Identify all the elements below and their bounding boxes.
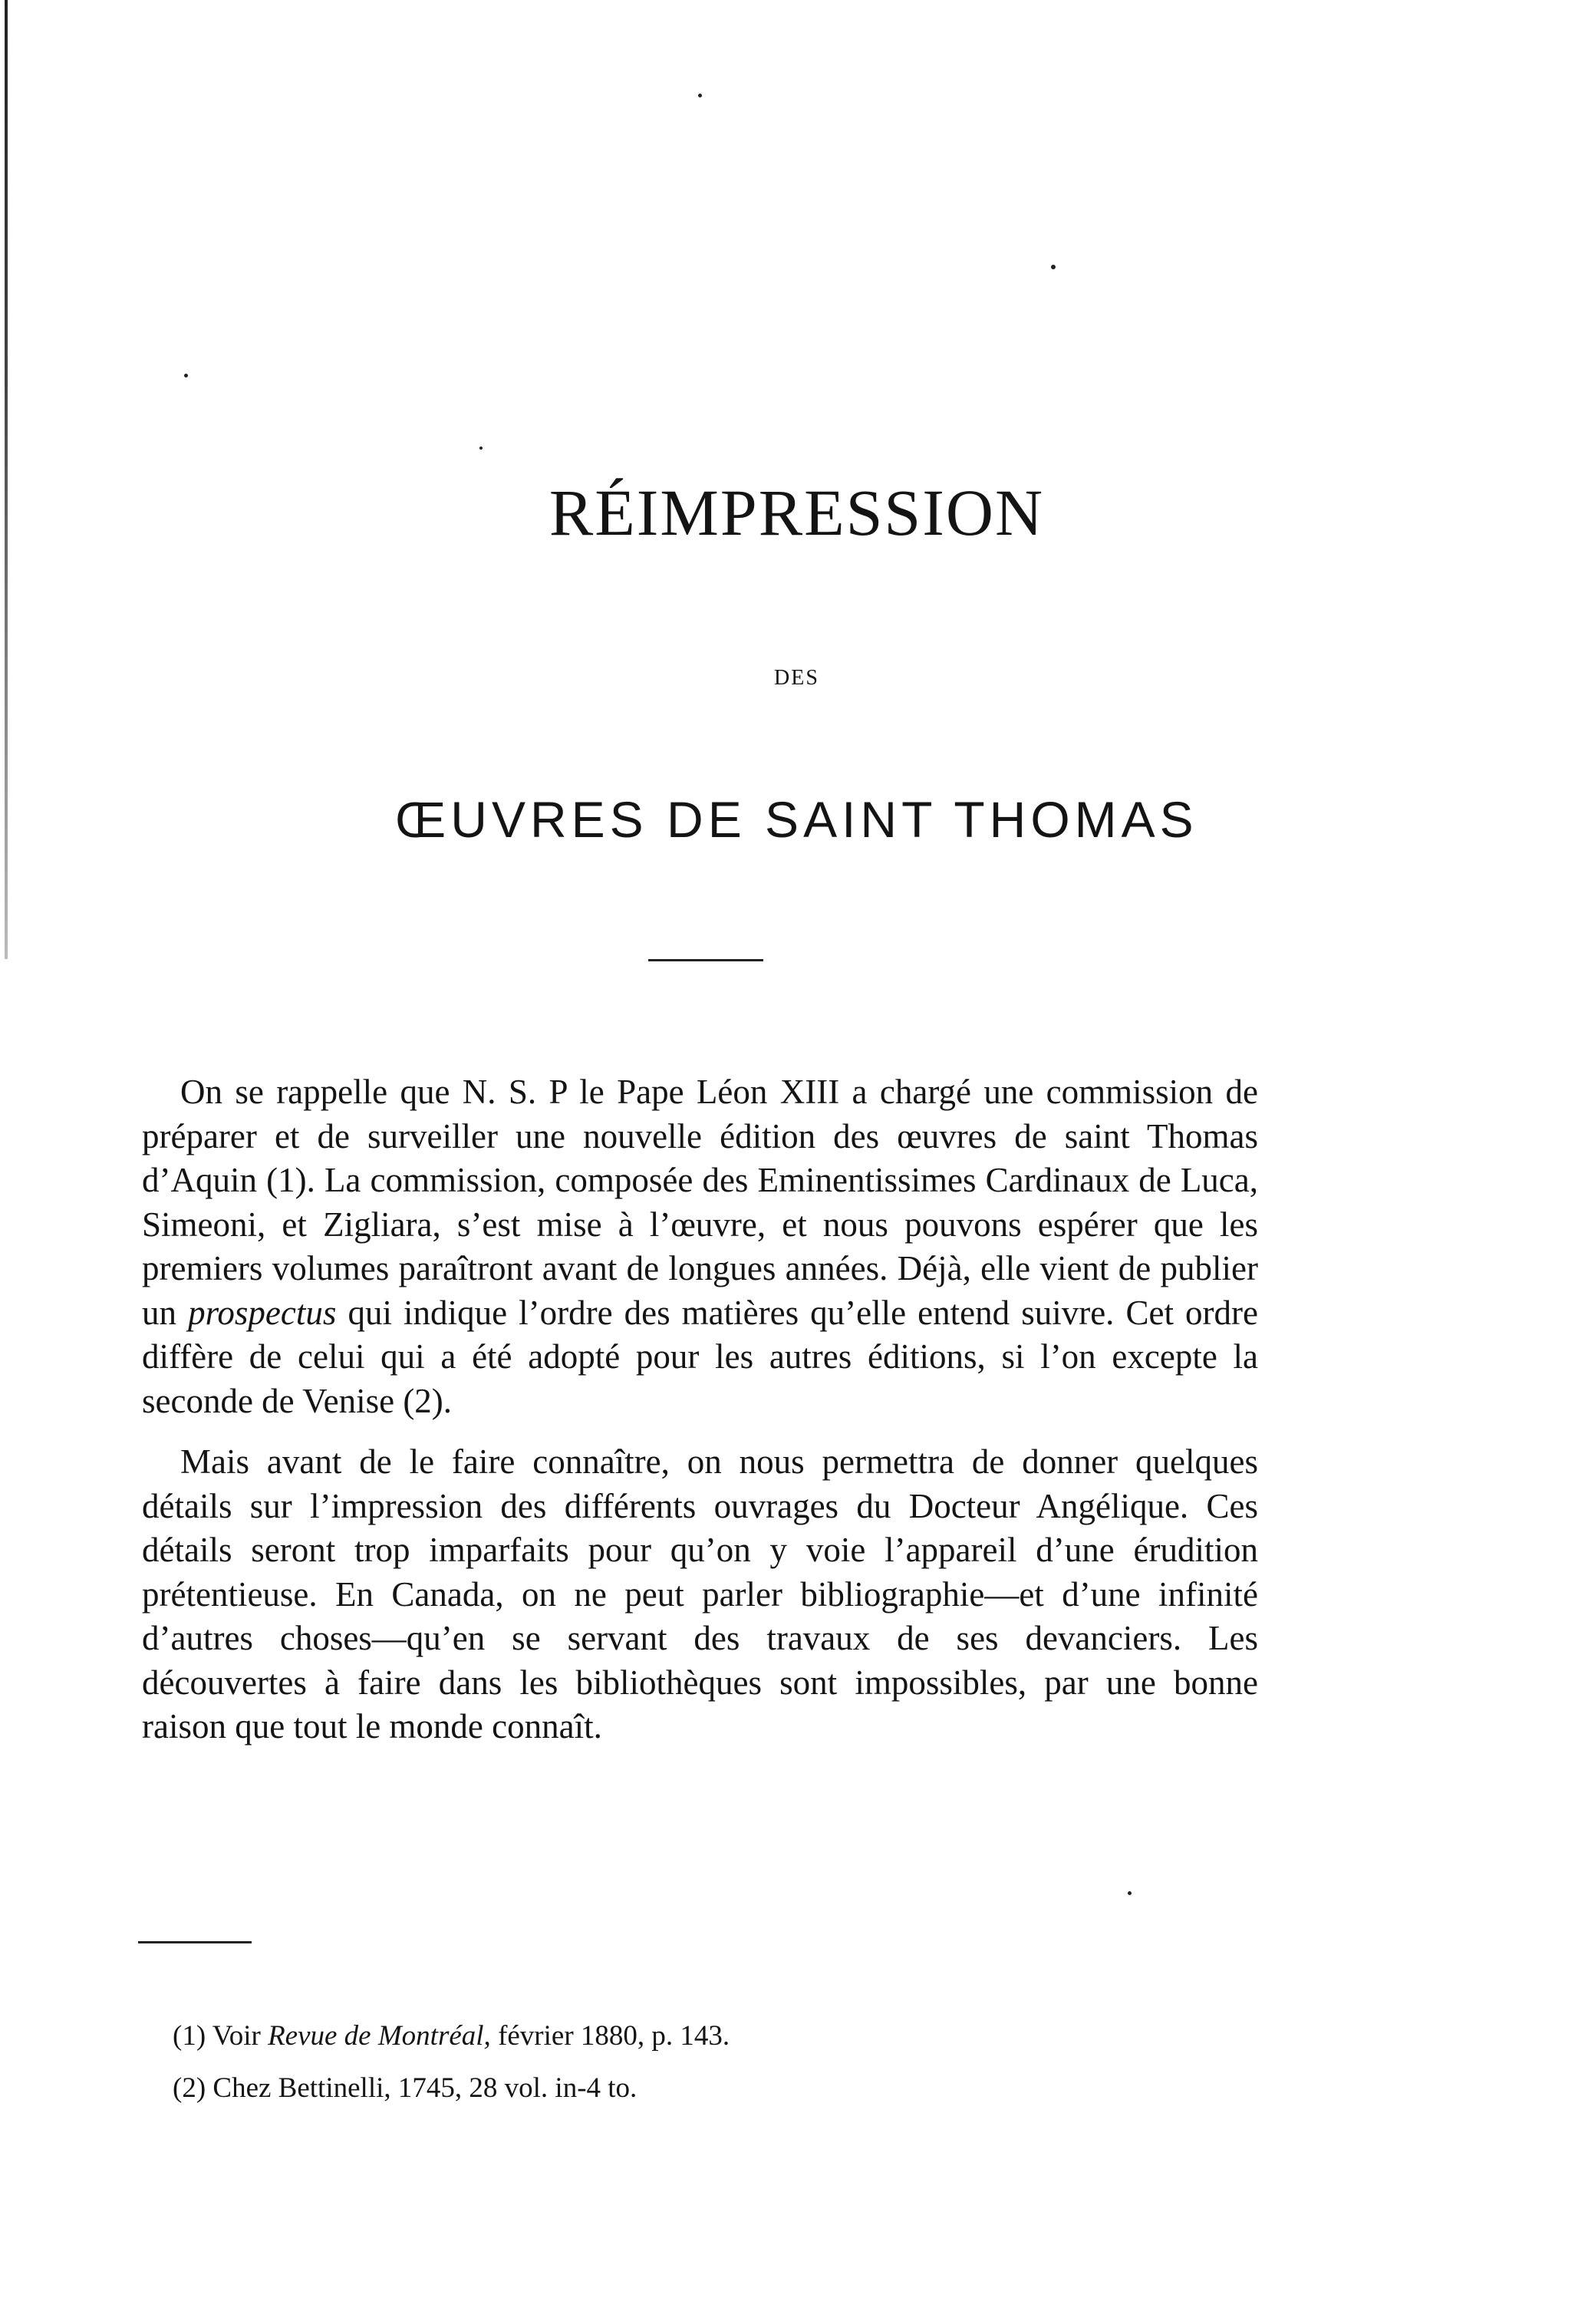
footnote-text: Voir bbox=[212, 2020, 261, 2052]
footnote-text-end: février 1880, p. 143. bbox=[498, 2020, 730, 2052]
footnote-1 bbox=[173, 2010, 1247, 2062]
body-text bbox=[142, 1070, 1258, 1749]
footnote-marker: (2) bbox=[173, 2072, 206, 2104]
page-title: RÉIMPRESSION bbox=[549, 476, 1045, 549]
footnote-2 bbox=[173, 2062, 1247, 2115]
scan-speck bbox=[1051, 265, 1056, 269]
paragraph-2: Mais avant de le faire connaître, on nous permettra de donner quelques détails sur l’impression des différents ouvrages du Docteur Angélique. Ces détails seront trop imparfaits pour qu’on y voie l’appareil d’une érudition prétentieuse. En Canada, on ne peut parler bibliographie—et d’une infinité d’autres choses—qu’en se servant des travaux de ses devanciers. Les découvertes à faire dans les bibliothèques sont impossibles, par une bonne raison que tout le monde connaît. bbox=[142, 1442, 1258, 1745]
footnote-italic: Revue de Montréal, bbox=[268, 2020, 491, 2052]
footnote-divider bbox=[138, 1941, 252, 1943]
page-subtitle: ŒUVRES DE SAINT THOMAS bbox=[395, 791, 1198, 848]
paragraph-1-italic: prospectus bbox=[188, 1293, 337, 1332]
footnote-marker: (1) bbox=[173, 2020, 206, 2052]
scan-speck bbox=[698, 94, 702, 97]
title-divider bbox=[648, 959, 763, 961]
paragraph-1-text: On se rappelle que N. S. P le Pape Léon XIII a chargé une commission de préparer et de surveiller une nouvelle édition des œuvres de saint Thomas d’Aquin (1). La commission, composée des Eminentissimes Cardinaux de Luca, Simeoni, et Zigliara, s’est mise à l’œuvre, et nous pouvons espérer que les premiers volumes paraîtront avant de longues années. Déjà, elle vient de publier un bbox=[142, 1073, 1258, 1332]
scan-speck bbox=[479, 447, 483, 450]
scan-speck bbox=[184, 374, 188, 377]
paragraph-1-text-end: qui indique l’ordre des matières qu’elle entend suivre. Cet ordre diffère de celui qui a été adopté pour les autres éditions, si l’on excepte la seconde de Venise (2). bbox=[142, 1293, 1259, 1420]
title-connector: DES bbox=[774, 666, 819, 690]
paragraph-1 bbox=[142, 1070, 1258, 1423]
footnote-text: Chez Bettinelli, 1745, 28 vol. in-4 to. bbox=[212, 2072, 637, 2104]
scan-speck bbox=[1128, 1891, 1132, 1895]
footnotes bbox=[173, 2010, 1247, 2115]
